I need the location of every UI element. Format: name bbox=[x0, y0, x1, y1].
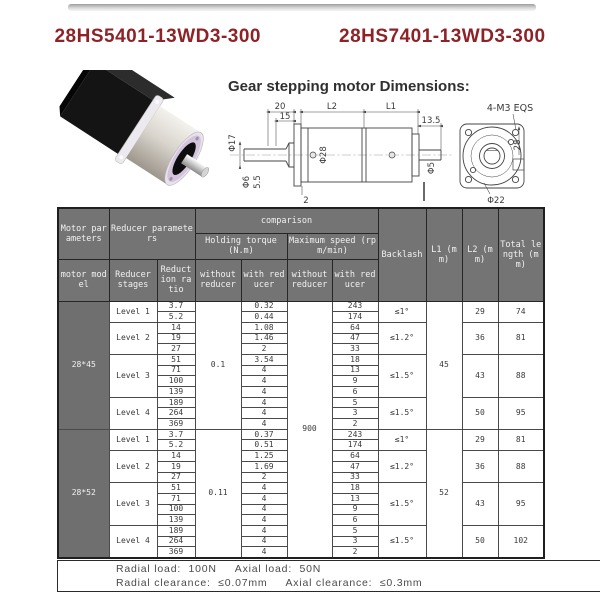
product-title-right: 28HS7401-13WD3-300 bbox=[339, 26, 546, 47]
torque-with-cell: 4 bbox=[241, 365, 287, 376]
ratio-cell: 189 bbox=[157, 525, 195, 536]
header-speed-without-reducer: without reducer bbox=[287, 259, 332, 301]
dim-label-phi22: Φ22 bbox=[487, 196, 505, 206]
torque-with-cell: 1.69 bbox=[241, 461, 287, 472]
ratio-cell: 100 bbox=[157, 376, 195, 387]
l2-cell: 50 bbox=[462, 397, 498, 429]
torque-with-cell: 2 bbox=[241, 344, 287, 355]
torque-with-cell: 1.25 bbox=[241, 451, 287, 462]
speed-with-cell: 18 bbox=[332, 483, 378, 494]
drawing-title: Gear stepping motor Dimensions: bbox=[228, 78, 470, 95]
ratio-cell: 3.7 bbox=[157, 429, 195, 440]
speed-with-cell: 6 bbox=[332, 387, 378, 398]
torque-with-cell: 4 bbox=[241, 493, 287, 504]
stage-cell: Level 4 bbox=[109, 397, 157, 429]
load-note-line1: Radial load: 100N Axial load: 50N bbox=[116, 563, 322, 575]
ratio-cell: 27 bbox=[157, 344, 195, 355]
speed-with-cell: 2 bbox=[332, 419, 378, 430]
dim-label-20: 20 bbox=[274, 102, 286, 112]
torque-with-cell: 4 bbox=[241, 387, 287, 398]
torque-with-cell: 4 bbox=[241, 408, 287, 419]
speed-with-cell: 64 bbox=[332, 322, 378, 333]
stage-cell: Level 1 bbox=[109, 429, 157, 450]
torque-with-cell: 0.51 bbox=[241, 440, 287, 451]
torque-with-cell: 0.44 bbox=[241, 312, 287, 323]
header-total-length: Total length (mm) bbox=[498, 208, 544, 301]
total-length-cell: 88 bbox=[498, 354, 544, 397]
speed-with-cell: 47 bbox=[332, 461, 378, 472]
speed-with-cell: 5 bbox=[332, 525, 378, 536]
ratio-cell: 189 bbox=[157, 397, 195, 408]
stage-cell: Level 1 bbox=[109, 301, 157, 322]
total-length-cell: 81 bbox=[498, 322, 544, 354]
load-note-line2: Radial clearance: ≤0.07mm Axial clearance: ≤0.3mm bbox=[116, 577, 423, 589]
torque-with-cell: 4 bbox=[241, 419, 287, 430]
speed-with-cell: 243 bbox=[332, 301, 378, 312]
model-cell: 28*52 bbox=[58, 429, 109, 558]
ratio-cell: 27 bbox=[157, 472, 195, 483]
l2-cell: 43 bbox=[462, 354, 498, 397]
header-reducer-stages: Reducer stages bbox=[109, 259, 157, 301]
ratio-cell: 14 bbox=[157, 322, 195, 333]
l2-cell: 50 bbox=[462, 525, 498, 558]
dim-label-L2: L2 bbox=[326, 102, 338, 112]
torque-with-cell: 4 bbox=[241, 525, 287, 536]
total-length-cell: 88 bbox=[498, 451, 544, 483]
torque-with-cell: 4 bbox=[241, 515, 287, 526]
header-backlash: Backlash bbox=[378, 208, 426, 301]
ratio-cell: 5.2 bbox=[157, 312, 195, 323]
ratio-cell: 71 bbox=[157, 365, 195, 376]
dim-label-phi28: Φ28 bbox=[319, 146, 329, 164]
backlash-cell: ≤1.5° bbox=[378, 525, 426, 558]
ratio-cell: 51 bbox=[157, 354, 195, 365]
total-length-cell: 74 bbox=[498, 301, 544, 322]
total-length-cell: 95 bbox=[498, 483, 544, 526]
backlash-cell: ≤1° bbox=[378, 429, 426, 450]
speed-with-cell: 33 bbox=[332, 472, 378, 483]
ratio-cell: 5.2 bbox=[157, 440, 195, 451]
load-note bbox=[57, 560, 600, 592]
speed-with-cell: 5 bbox=[332, 397, 378, 408]
end-view-drawing bbox=[460, 114, 524, 194]
speed-with-cell: 47 bbox=[332, 333, 378, 344]
torque-with-cell: 0.32 bbox=[241, 301, 287, 312]
torque-with-cell: 4 bbox=[241, 397, 287, 408]
torque-with-cell: 4 bbox=[241, 376, 287, 387]
torque-with-cell: 4 bbox=[241, 504, 287, 515]
torque-without-cell: 0.11 bbox=[195, 429, 241, 558]
torque-with-cell: 3.54 bbox=[241, 354, 287, 365]
backlash-cell: ≤1.2° bbox=[378, 322, 426, 354]
ratio-cell: 71 bbox=[157, 493, 195, 504]
speed-with-cell: 18 bbox=[332, 354, 378, 365]
ratio-cell: 19 bbox=[157, 333, 195, 344]
ratio-cell: 139 bbox=[157, 387, 195, 398]
header-reduction-ratio: Reduction ratio bbox=[157, 259, 195, 301]
header-maximum-speed: Maximum speed (rpm/min) bbox=[287, 233, 378, 259]
ratio-cell: 51 bbox=[157, 483, 195, 494]
ratio-cell: 139 bbox=[157, 515, 195, 526]
backlash-cell: ≤1.5° bbox=[378, 483, 426, 526]
header-torque-with-reducer: with reducer bbox=[241, 259, 287, 301]
torque-with-cell: 1.08 bbox=[241, 322, 287, 333]
ratio-cell: 369 bbox=[157, 547, 195, 558]
dimension-drawing bbox=[222, 98, 562, 210]
speed-with-cell: 2 bbox=[332, 547, 378, 558]
dim-label-5-5: 5.5 bbox=[253, 175, 263, 189]
header-motor-parameters: Motor parameters bbox=[58, 208, 109, 259]
l2-cell: 36 bbox=[462, 451, 498, 483]
backlash-cell: ≤1° bbox=[378, 301, 426, 322]
stage-cell: Level 3 bbox=[109, 483, 157, 526]
ratio-cell: 369 bbox=[157, 419, 195, 430]
ratio-cell: 14 bbox=[157, 451, 195, 462]
speed-with-cell: 3 bbox=[332, 408, 378, 419]
ratio-cell: 264 bbox=[157, 536, 195, 547]
dim-label-phi17: Φ17 bbox=[228, 134, 238, 152]
dim-label-15: 15 bbox=[279, 112, 291, 122]
stage-cell: Level 3 bbox=[109, 354, 157, 397]
torque-with-cell: 0.37 bbox=[241, 429, 287, 440]
ratio-cell: 100 bbox=[157, 504, 195, 515]
ratio-cell: 3.7 bbox=[157, 301, 195, 312]
spec-table bbox=[57, 207, 545, 559]
header-torque-without-reducer: without reducer bbox=[195, 259, 241, 301]
product-titles bbox=[0, 26, 600, 48]
header-l2: L2 (mm) bbox=[462, 208, 498, 301]
speed-with-cell: 174 bbox=[332, 312, 378, 323]
dim-label-2: 2 bbox=[303, 196, 309, 206]
total-length-cell: 81 bbox=[498, 429, 544, 450]
motor-3d-render bbox=[55, 70, 232, 205]
total-length-cell: 102 bbox=[498, 525, 544, 558]
ratio-cell: 19 bbox=[157, 461, 195, 472]
top-divider-bar bbox=[68, 4, 536, 11]
backlash-cell: ≤1.5° bbox=[378, 354, 426, 397]
speed-with-cell: 6 bbox=[332, 515, 378, 526]
stage-cell: Level 4 bbox=[109, 525, 157, 558]
stage-cell: Level 2 bbox=[109, 451, 157, 483]
speed-without-cell: 900 bbox=[287, 301, 332, 558]
torque-with-cell: 4 bbox=[241, 547, 287, 558]
ratio-cell: 264 bbox=[157, 408, 195, 419]
header-holding-torque: Holding torque (N.m) bbox=[195, 233, 287, 259]
label-4-m3-eqs: 4-M3 EQS bbox=[486, 103, 534, 114]
speed-with-cell: 174 bbox=[332, 440, 378, 451]
header-comparison: comparison bbox=[195, 208, 378, 233]
l2-cell: 43 bbox=[462, 483, 498, 526]
l1-cell: 52 bbox=[426, 429, 462, 558]
model-cell: 28*45 bbox=[58, 301, 109, 429]
backlash-cell: ≤1.5° bbox=[378, 397, 426, 429]
dim-label-13-5: 13.5 bbox=[421, 116, 441, 126]
dim-label-phi6: Φ6 bbox=[242, 175, 252, 189]
speed-with-cell: 33 bbox=[332, 344, 378, 355]
dim-label-phi5: Φ5 bbox=[427, 161, 437, 175]
header-speed-with-reducer: with reducer bbox=[332, 259, 378, 301]
header-reducer-parameters: Reducer parameters bbox=[109, 208, 195, 259]
speed-with-cell: 9 bbox=[332, 376, 378, 387]
product-title-left: 28HS5401-13WD3-300 bbox=[54, 26, 261, 47]
backlash-cell: ≤1.2° bbox=[378, 451, 426, 483]
header-l1: L1 (mm) bbox=[426, 208, 462, 301]
l2-cell: 29 bbox=[462, 301, 498, 322]
speed-with-cell: 9 bbox=[332, 504, 378, 515]
speed-with-cell: 3 bbox=[332, 536, 378, 547]
speed-with-cell: 243 bbox=[332, 429, 378, 440]
l1-cell: 45 bbox=[426, 301, 462, 429]
speed-with-cell: 13 bbox=[332, 493, 378, 504]
header-motor-model: motor model bbox=[58, 259, 109, 301]
speed-with-cell: 13 bbox=[332, 365, 378, 376]
l2-cell: 36 bbox=[462, 322, 498, 354]
torque-with-cell: 1.46 bbox=[241, 333, 287, 344]
dim-label-28: 28 bbox=[513, 139, 523, 151]
side-view-drawing bbox=[230, 109, 454, 201]
total-length-cell: 95 bbox=[498, 397, 544, 429]
stage-cell: Level 2 bbox=[109, 322, 157, 354]
torque-with-cell: 2 bbox=[241, 472, 287, 483]
torque-without-cell: 0.1 bbox=[195, 301, 241, 429]
l2-cell: 29 bbox=[462, 429, 498, 450]
dim-label-L1: L1 bbox=[385, 102, 397, 112]
speed-with-cell: 64 bbox=[332, 451, 378, 462]
torque-with-cell: 4 bbox=[241, 483, 287, 494]
motor-3d-image bbox=[55, 70, 240, 205]
torque-with-cell: 4 bbox=[241, 536, 287, 547]
